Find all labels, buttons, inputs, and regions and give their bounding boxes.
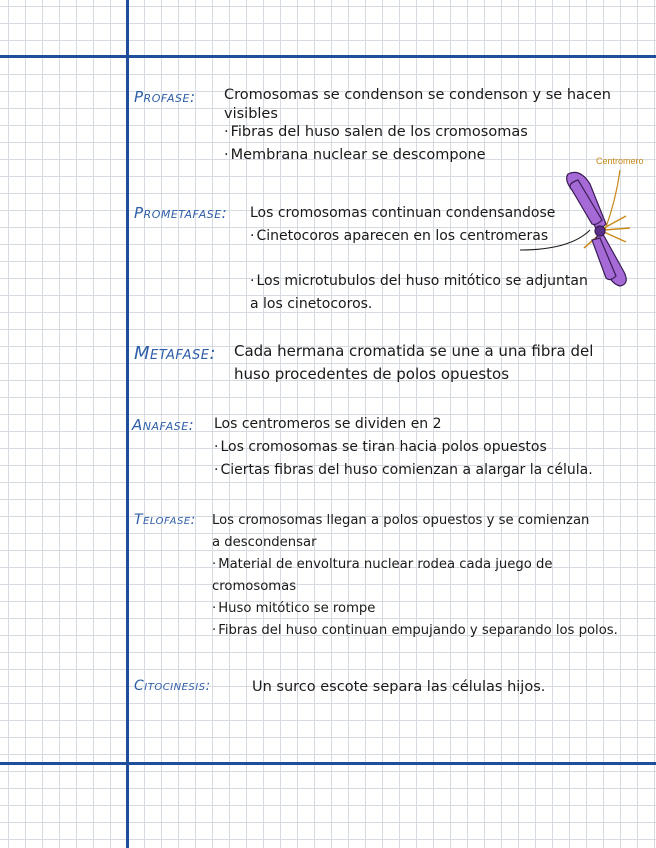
profase-line-3: · Fibras del huso salen de los cromosomas <box>224 121 611 144</box>
profase-line-1: Cromosomas se condenson se condenson y se hacen <box>224 87 611 103</box>
top-margin-rule <box>0 55 656 58</box>
prometafase-line-1: Los cromosomas continuan condensandose <box>250 205 556 221</box>
metafase-line-1: Cada hermana cromatida se une a una fibra del <box>234 342 594 360</box>
profase-heading: Profase: <box>134 88 196 106</box>
chromosome-diagram <box>420 150 650 290</box>
metafase-line-2: huso procedentes de polos opuestos <box>234 365 510 383</box>
centromere-knot <box>595 226 605 236</box>
anafase-line-1: Los centromeros se dividen en 2 <box>214 416 442 432</box>
citocinesis-body <box>252 676 545 699</box>
citocinesis-heading: Citocinesis: <box>134 678 211 694</box>
section-metafase <box>134 340 650 400</box>
profase-line-2: visibles <box>224 106 278 122</box>
telofase-line-3: · Material de envoltura nuclear rodea cada juego de <box>212 554 618 576</box>
anafase-body <box>214 413 593 482</box>
anafase-line-3: · Ciertas fibras del huso comienzan a alargar la célula. <box>214 459 593 482</box>
profase-line-4: · Membrana nuclear se descompone <box>224 144 611 167</box>
centromere-label: Centromero <box>596 156 644 166</box>
metafase-body <box>234 340 593 386</box>
metafase-heading: Metafase: <box>134 343 217 364</box>
anafase-line-2: · Los cromosomas se tiran hacia polos opuestos <box>214 436 593 459</box>
telofase-heading: Telofase: <box>134 512 196 528</box>
pointer-to-text <box>520 230 590 250</box>
prometafase-heading: Prometafase: <box>134 204 228 222</box>
prometafase-line-4: a los cinetocoros. <box>250 296 373 312</box>
telofase-line-4: cromosomas <box>212 579 297 594</box>
section-citocinesis <box>134 676 650 706</box>
left-margin-rule <box>126 0 129 848</box>
prometafase-line-2: · Cinetocoros aparecen en los centromeras <box>250 225 588 248</box>
section-anafase <box>134 413 650 493</box>
telofase-line-5: · Huso mitótico se rompe <box>212 598 618 620</box>
anafase-heading: Anafase: <box>132 416 195 434</box>
telofase-body <box>212 510 618 642</box>
telofase-line-6: · Fibras del huso continuan empujando y separando los polos. <box>212 620 618 642</box>
citocinesis-line-1: Un surco escote separa las células hijos. <box>252 679 546 695</box>
bottom-margin-rule <box>0 762 656 765</box>
telofase-line-2: a descondensar <box>212 535 317 550</box>
telofase-line-1: Los cromosomas llegan a polos opuestos y se comienzan <box>212 513 590 528</box>
prometafase-line-3: · Los microtubulos del huso mitótico se adjuntan <box>250 270 588 293</box>
section-telofase <box>134 510 650 660</box>
